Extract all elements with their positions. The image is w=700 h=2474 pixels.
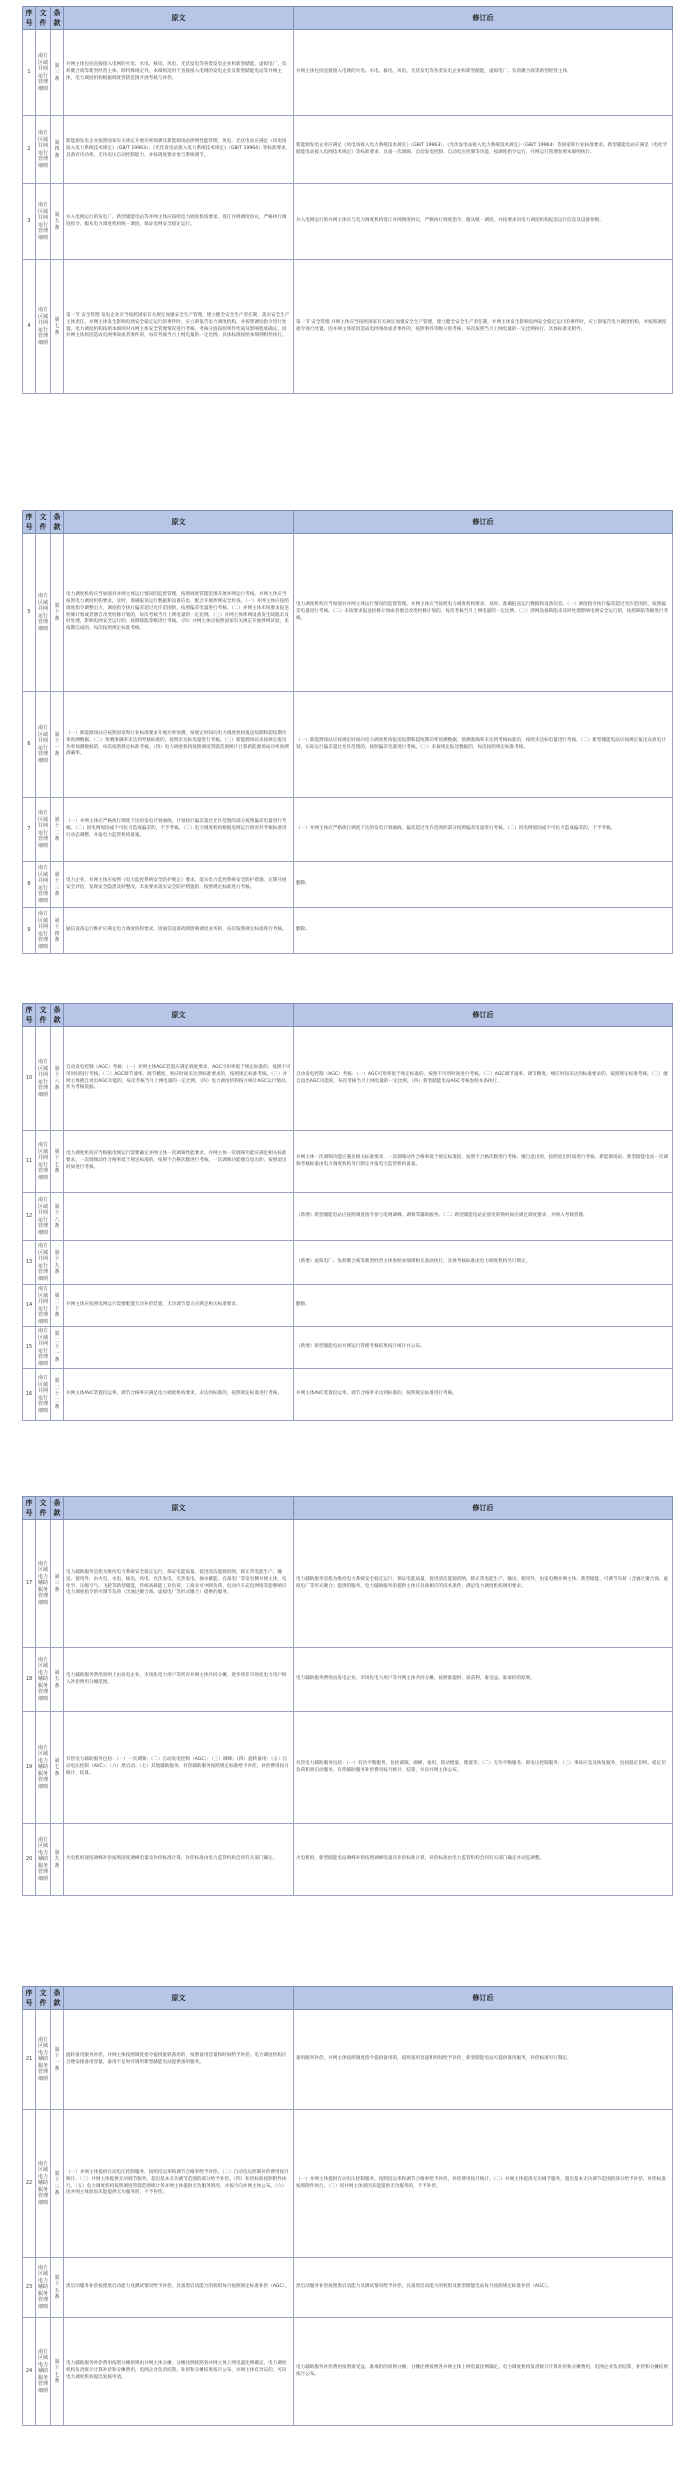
header-article: 条款 bbox=[51, 7, 64, 30]
cell-file: 南方区域并网运行管理细则 bbox=[36, 1241, 51, 1285]
cell-original: 第一节 安全管理 发电企业应当按照国家有关规定加强安全生产管理，建立健全安全生产责任制，落实安全生产主体责任。并网主体发生影响电网安全稳定运行的事件时，应立即报告电力调度机构，并按照调度指令进行处置。电力调度机构按照本细则对并网主体安全管理情况进行考核，考核分值按照事件性质及影响程度确定。因并网主体原因造成电网事故或者事件的，每次考核当月上网电量的一定比例，具体标准按照本细则附件执行。 bbox=[64, 260, 294, 394]
table-row bbox=[23, 1027, 673, 1131]
cell-original: 并网主体AVC装置投运率、调节合格率应满足电力调度机构要求，未达到标准的，按照规定标准进行考核。 bbox=[64, 1369, 294, 1421]
cell-original: （一）新能源场站应按照国家和行业标准要求开展功率预测，按规定时间向电力调度机构报送短期和超短期功率预测数据。（二）预测准确率未达到考核标准的，按照未达标电量进行考核。（三）新能源场站未按规定报送功率预测数据的，每次按照规定标准考核。（四）电力调度机构按照调度管辖范围统计计算新能源场站功率预测准确率。 bbox=[64, 692, 294, 798]
table-header-row bbox=[23, 511, 673, 534]
cell-original: 电力辅助服务是指为维持电力系统安全稳定运行，保证电能质量，促进清洁能源消纳，除正常电能生产、输送、使用外，由火电、水电、核电、风电、光伏发电、光热发电、抽水蓄能、自备电厂等发电侧并网主体，电化学、压缩空气、飞轮等新型储能，传统高载能工业负荷、工商业可中断负荷、电动汽车充电网络等能够响应电力调度指令的可调节负荷（含通过聚合商、虚拟电厂等形式聚合）提供的服务。 bbox=[64, 1520, 294, 1648]
revision-table bbox=[22, 6, 673, 394]
cell-seq: 20 bbox=[23, 1824, 36, 1896]
cell-revised: 新能源发电企业应满足《风电场接入电力系统技术规定》（GB/T 19963）、《光伏发电站接入电力系统技术规定》（GB/T 19964）等国家和行业标准要求。新型储能电站应满足《电化学储能电站接入电网技术规定》等标准要求，具备一次调频、自动发电控制、自动电压控制等功能，按调度指令运行，并网运行管理参照本细则执行。 bbox=[294, 116, 673, 184]
cell-original: 有偿电力辅助服务包括：（一）一次调频；（二）自动发电控制（AGC）；（三）调峰；（四）旋转备用；（五）自动电压控制（AVC）；（六）黑启动；（七）其他辅助服务。有偿辅助服务按照规定标准给予补偿，补偿费用按月统计、结算。 bbox=[64, 1712, 294, 1824]
cell-seq: 1 bbox=[23, 30, 36, 116]
cell-seq: 10 bbox=[23, 1027, 36, 1131]
revision-table bbox=[22, 1986, 673, 2426]
cell-seq: 7 bbox=[23, 798, 36, 862]
cell-article: 第十三条 bbox=[51, 862, 64, 908]
cell-article: 第三条 bbox=[51, 1520, 64, 1648]
document-page-2 bbox=[22, 510, 672, 954]
cell-seq: 17 bbox=[23, 1520, 36, 1648]
header-file: 文件 bbox=[36, 511, 51, 534]
table-row bbox=[23, 1648, 673, 1712]
header-file: 文件 bbox=[36, 1004, 51, 1027]
cell-seq: 23 bbox=[23, 2258, 36, 2318]
cell-original: 电力企业、并网主体应按照《电力监控系统安全防护规定》要求，落实电力监控系统安全防护措施，定期开展安全评估，发现安全隐患及时整改。未按要求落实安全防护措施的，按照规定标准进行考核。 bbox=[64, 862, 294, 908]
cell-revised: 备用服务补偿。并网主体按照调度指令提供备用的，按照备用容量和时间给予补偿，新型储能电站可提供备用服务，补偿标准另行制定。 bbox=[294, 2010, 673, 2110]
header-original: 原文 bbox=[64, 511, 294, 534]
cell-article: 第十七条 bbox=[51, 1131, 64, 1193]
table-row bbox=[23, 2110, 673, 2258]
table-header-row bbox=[23, 1004, 673, 1027]
cell-article: 第十六条 bbox=[51, 1027, 64, 1131]
cell-seq: 9 bbox=[23, 908, 36, 954]
revision-table bbox=[22, 1496, 673, 1896]
cell-article: 第十五条 bbox=[51, 2258, 64, 2318]
table-row bbox=[23, 184, 673, 260]
table-row bbox=[23, 1824, 673, 1896]
table-row bbox=[23, 692, 673, 798]
header-seq: 序号 bbox=[23, 1987, 36, 2010]
cell-file: 南方区域并网运行管理细则 bbox=[36, 30, 51, 116]
cell-article: 第二十二条 bbox=[51, 1369, 64, 1421]
table-row bbox=[23, 116, 673, 184]
table-row bbox=[23, 1712, 673, 1824]
cell-article: 第九条 bbox=[51, 1824, 64, 1896]
cell-article: 第二十一条 bbox=[51, 1327, 64, 1369]
cell-file: 南方区域电力辅助服务管理细则 bbox=[36, 1520, 51, 1648]
cell-article: 第七条 bbox=[51, 260, 64, 394]
cell-file: 南方区域并网运行管理细则 bbox=[36, 1369, 51, 1421]
cell-revised: 电力辅助服务费用由发电企业、市场化电力用户等并网主体共同分摊，按照谁提供、谁获利，谁受益、谁承担的原则。 bbox=[294, 1648, 673, 1712]
cell-original: 新能源发电企业按照国家有关规定开展功率预测及新能源场站涉网性能管理，风电、光伏电站应满足《风电场接入电力系统技术规定》（GB/T 19963）、《光伏发电站接入电力系统技术规定》（GB/T 19964）等标准要求，具备有功功率、无功电压自动控制能力，并按调度要求参与系统调节。 bbox=[64, 116, 294, 184]
document-page-5 bbox=[22, 1986, 672, 2426]
cell-article: 第十二条 bbox=[51, 798, 64, 862]
cell-file: 南方区域电力辅助服务管理细则 bbox=[36, 1648, 51, 1712]
cell-revised: （新增）虚拟电厂、负荷聚合商等新型经营主体参照本细则相关条款执行，具体考核标准由电力调度机构另行制定。 bbox=[294, 1241, 673, 1285]
cell-revised: 删除。 bbox=[294, 862, 673, 908]
cell-revised: 并网主体一次调频功能应满足相关标准要求，一次调频动作合格率低于规定标准的，按照不合格次数进行考核；擅自退出的，按照退出时间进行考核。新能源场站、新型储能电站一次调频考核标准由电力调度机构另行制定并报电力监管机构备案。 bbox=[294, 1131, 673, 1193]
cell-revised: （一）新能源场站应按规定时间向电力调度机构报送短期和超短期功率预测数据，预测准确率未达到考核标准的，按照未达标电量进行考核。（二）新型储能电站应按规定报送充放电计划，实际运行偏差超过允许范围的，按照偏差电量进行考核。（三）未按规定报送数据的，每次按照规定标准考核。 bbox=[294, 692, 673, 798]
cell-original: 黑启动服务补偿按照黑启动能力及测试情况给予补偿，具备黑启动能力的机组每月按照规定标准补偿（AGC）。 bbox=[64, 2258, 294, 2318]
cell-seq: 21 bbox=[23, 2010, 36, 2110]
cell-file: 南方区域并网运行管理细则 bbox=[36, 1131, 51, 1193]
cell-article: 第十四条 bbox=[51, 908, 64, 954]
cell-file: 南方区域并网运行管理细则 bbox=[36, 534, 51, 692]
cell-seq: 5 bbox=[23, 534, 36, 692]
header-original: 原文 bbox=[64, 1004, 294, 1027]
table-row bbox=[23, 2318, 673, 2426]
cell-article: 第七条 bbox=[51, 1712, 64, 1824]
table-row bbox=[23, 908, 673, 954]
cell-file: 南方区域并网运行管理细则 bbox=[36, 1027, 51, 1131]
cell-seq: 4 bbox=[23, 260, 36, 394]
cell-article: 第十条 bbox=[51, 534, 64, 692]
cell-article: 第十八条 bbox=[51, 1193, 64, 1241]
cell-file: 南方区域电力辅助服务管理细则 bbox=[36, 1712, 51, 1824]
header-revised: 修订后 bbox=[294, 1497, 673, 1520]
header-revised: 修订后 bbox=[294, 7, 673, 30]
cell-revised: 删除。 bbox=[294, 1285, 673, 1327]
cell-article: 第四条 bbox=[51, 116, 64, 184]
cell-revised: 黑启动服务补偿按照黑启动能力及测试情况给予补偿，具备黑启动能力的机组及新型储能电站每月按照规定标准补偿（AGC）。 bbox=[294, 2258, 673, 2318]
header-seq: 序号 bbox=[23, 7, 36, 30]
cell-article: 第五条 bbox=[51, 184, 64, 260]
cell-article: 第十一条 bbox=[51, 692, 64, 798]
table-row bbox=[23, 30, 673, 116]
cell-revised: 删除。 bbox=[294, 908, 673, 954]
cell-file: 南方区域并网运行管理细则 bbox=[36, 798, 51, 862]
revision-table bbox=[22, 1003, 673, 1421]
cell-file: 南方区域电力辅助服务管理细则 bbox=[36, 2258, 51, 2318]
header-article: 条款 bbox=[51, 511, 64, 534]
table-header-row bbox=[23, 1987, 673, 2010]
cell-file: 南方区域并网运行管理细则 bbox=[36, 260, 51, 394]
table-row bbox=[23, 534, 673, 692]
cell-file: 南方区域并网运行管理细则 bbox=[36, 184, 51, 260]
table-row bbox=[23, 1369, 673, 1421]
cell-original: 通信设备运行维护应满足电力调度机构要求，因通信设备故障影响调度业务的，每次按照规定标准进行考核。 bbox=[64, 908, 294, 954]
cell-article: 第二十条 bbox=[51, 1285, 64, 1327]
cell-original: 并入电网运行的发电厂、新型储能电站等并网主体应按照电力调度机构要求，签订并网调度协议，严格执行调度指令，服从电力调度机构统一调度，保证电网安全稳定运行。 bbox=[64, 184, 294, 260]
cell-revised: （一）并网主体提供自动电压控制服务，按照投运率和调节合格率给予补偿，补偿费用按月统计。（二）并网主体提供无功调节服务，超出基本无功调节范围的部分给予补偿，补偿标准按照附件执行。（三）因并网主体原因未能提供无功服务的，不予补偿。 bbox=[294, 2110, 673, 2258]
cell-original: 电力辅助服务费用原则上由发电企业、市场化电力用户等所有并网主体共同分摊，逐步将非市场化电力用户纳入补偿费用分摊范围。 bbox=[64, 1648, 294, 1712]
cell-file: 南方区域电力辅助服务管理细则 bbox=[36, 2010, 51, 2110]
table-row bbox=[23, 2010, 673, 2110]
cell-file: 南方区域电力辅助服务管理细则 bbox=[36, 2110, 51, 2258]
document-page-3 bbox=[22, 1003, 672, 1421]
cell-file: 南方区域并网运行管理细则 bbox=[36, 116, 51, 184]
cell-revised: （新增）新型储能电站应按照调度指令参与电网调峰、调频等辅助服务。（二）新型储能电站充放电转换时间应满足调度要求，并纳入考核管理。 bbox=[294, 1193, 673, 1241]
cell-revised: 电力调度机构应当加强对并网主体运行情况的监督管理。并网主体应当按照电力调度机构要求，及时、准确报送运行数据和设备信息。（一）调度指令执行偏差超过允许范围的，按照偏差电量进行考核。（二）未按要求报送检修计划或者擅自改变检修计划的，每次考核当月上网电量的一定比例。（三）涉网设备缺陷未及时处理影响电网安全运行的，按照缺陷等级进行考核。 bbox=[294, 534, 673, 692]
cell-revised: 有偿电力辅助服务包括：（一）有功平衡服务，包括调频、调峰、备用、转动惯量、爬坡等；（二）无功平衡服务，即电压控制服务；（三）事故应急及恢复服务，包括稳定切机、稳定切负荷和黑启动服务。有偿辅助服务补偿费用按月统计、结算，并向并网主体公布。 bbox=[294, 1712, 673, 1824]
table-header-row bbox=[23, 7, 673, 30]
table-row bbox=[23, 1327, 673, 1369]
header-original: 原文 bbox=[64, 1497, 294, 1520]
cell-revised: 自动发电控制（AGC）考核：（一）AGC可用率低于规定标准的，按照不可用时间进行考核。（二）AGC调节速率、调节精度、响应时间未达到标准要求的，按照规定标准考核。（三）擅自退出AGC功能的，每次考核当月上网电量的一定比例。（四）新型储能电站AGC考核参照本条执行。 bbox=[294, 1027, 673, 1131]
cell-article: 第三条 bbox=[51, 30, 64, 116]
cell-file: 南方区域并网运行管理细则 bbox=[36, 862, 51, 908]
cell-revised: 并入电网运行的并网主体应与电力调度机构签订并网调度协议，严格执行调度指令，服从统一调度，并按要求向电力调度机构报送运行信息及设备参数。 bbox=[294, 184, 673, 260]
cell-seq: 13 bbox=[23, 1241, 36, 1285]
cell-seq: 3 bbox=[23, 184, 36, 260]
table-row bbox=[23, 798, 673, 862]
cell-original bbox=[64, 1193, 294, 1241]
revision-table bbox=[22, 510, 673, 954]
cell-revised: 电力辅助服务是指为维持电力系统安全稳定运行，保证电能质量，促进清洁能源消纳，除正常电能生产、输送、使用外，由发电侧并网主体、新型储能、可调节负荷（含通过聚合商、虚拟电厂等形式聚合）提供的服务。电力辅助服务的提供主体应具备相应的技术条件，满足电力调度机构调用要求。 bbox=[294, 1520, 673, 1648]
cell-file: 南方区域并网运行管理细则 bbox=[36, 908, 51, 954]
cell-original: （一）并网主体提供自动电压控制服务，按照投运率和调节合格率给予补偿。（二）自动电压控制补偿费用按月统计。（三）并网主体提供无功调节服务，超出基本无功调节范围的部分给予补偿。（四）补偿标准按照附件执行。（五）电力调度机构按照调度管辖范围统计各并网主体提供无功服务情况，并按月向并网主体公布。（六）因并网主体原因未能提供无功服务的，不予补偿。 bbox=[64, 2110, 294, 2258]
cell-original: 自动发电控制（AGC）考核：（一）并网主体AGC装置应满足调度要求，AGC可用率低于规定标准的，按照不可用时间进行考核。（二）AGC调节速率、调节精度、响应时间未达到标准要求的，按照规定标准考核。（三）并网主体擅自退出AGC功能的，每次考核当月上网电量的一定比例。（四）电力调度机构按月统计AGC运行情况，作为考核依据。 bbox=[64, 1027, 294, 1131]
cell-original: 旋转备用服务补偿。并网主体按照调度指令提供旋转备用的，按照备用容量和时间给予补偿。电力调度机构应合理安排备用容量，备用不足时可调用新型储能电站提供备用服务。 bbox=[64, 2010, 294, 2110]
table-row bbox=[23, 260, 673, 394]
header-seq: 序号 bbox=[23, 1004, 36, 1027]
header-seq: 序号 bbox=[23, 511, 36, 534]
table-row bbox=[23, 862, 673, 908]
header-article: 条款 bbox=[51, 1987, 64, 2010]
cell-article: 第十七条 bbox=[51, 2318, 64, 2426]
cell-seq: 24 bbox=[23, 2318, 36, 2426]
cell-file: 南方区域并网运行管理细则 bbox=[36, 1285, 51, 1327]
cell-seq: 6 bbox=[23, 692, 36, 798]
document-page-1 bbox=[22, 6, 672, 394]
cell-seq: 18 bbox=[23, 1648, 36, 1712]
table-header-row bbox=[23, 1497, 673, 1520]
cell-revised: （一）并网主体应严格执行调度下达的发电计划曲线，偏差超过允许范围的部分按照偏差电量进行考核。（二）因电网原因或不可抗力造成偏差的，不予考核。 bbox=[294, 798, 673, 862]
cell-article: 第十三条 bbox=[51, 2110, 64, 2258]
header-original: 原文 bbox=[64, 7, 294, 30]
cell-file: 南方区域并网运行管理细则 bbox=[36, 1327, 51, 1369]
cell-original: 并网主体包括直接接入电网的火电、水电、核电、风电、光伏发电等各类发电企业和新型储能、虚拟电厂、负荷聚合商等新型经营主体。除特殊规定外，本细则适用于直接接入电网的发电企业及新型储能电站等并网主体，电力调度机构根据调度管辖范围开展考核与补偿。 bbox=[64, 30, 294, 116]
cell-file: 南方区域并网运行管理细则 bbox=[36, 692, 51, 798]
table-row bbox=[23, 1241, 673, 1285]
header-revised: 修订后 bbox=[294, 1004, 673, 1027]
cell-original bbox=[64, 1327, 294, 1369]
header-article: 条款 bbox=[51, 1497, 64, 1520]
cell-original: 电力辅助服务补偿费用按照分摊原则由并网主体分摊，分摊比例按照各并网主体上网电量比例确定。电力调度机构负责统计计算补偿和分摊费用，电网企业负责结算。补偿和分摊结果按月公布，并网主体有异议的，可向电力调度机构提出复核申请。 bbox=[64, 2318, 294, 2426]
header-revised: 修订后 bbox=[294, 1987, 673, 2010]
header-revised: 修订后 bbox=[294, 511, 673, 534]
cell-revised: 电力辅助服务补偿费用按照谁受益、谁承担的原则分摊，分摊比例按照各并网主体上网电量比例确定。电力调度机构负责统计计算补偿和分摊费用，电网企业负责结算，补偿和分摊结果按月公布。 bbox=[294, 2318, 673, 2426]
table-row bbox=[23, 1193, 673, 1241]
cell-original: （一）并网主体应严格执行调度下达的发电计划曲线，计划执行偏差超过允许范围的部分按照偏差电量进行考核。（二）因电网原因或不可抗力造成偏差的，不予考核。（三）电力调度机构根据电网运行情况对考核标准进行动态调整，并报电力监管机构备案。 bbox=[64, 798, 294, 862]
cell-seq: 15 bbox=[23, 1327, 36, 1369]
document-page-4 bbox=[22, 1496, 672, 1896]
table-row bbox=[23, 2258, 673, 2318]
cell-original bbox=[64, 1241, 294, 1285]
cell-file: 南方区域电力辅助服务管理细则 bbox=[36, 2318, 51, 2426]
cell-article: 第五条 bbox=[51, 1648, 64, 1712]
header-file: 文件 bbox=[36, 1497, 51, 1520]
cell-original: 并网主体应按照电网运行需要配置无功补偿装置，无功调节能力应满足相关标准要求。 bbox=[64, 1285, 294, 1327]
cell-revised: 第一节 安全管理 并网主体应当按照国家有关规定加强安全生产管理，建立健全安全生产责任制。并网主体发生影响电网安全稳定运行的事件时，应立即报告电力调度机构，并按照调度指令进行处置。因并网主体原因造成电网事故或者事件的，按照事件等级分别考核，每次按照当月上网电量的一定比例执行，具体标准见附件。 bbox=[294, 260, 673, 394]
cell-article: 第十九条 bbox=[51, 1241, 64, 1285]
cell-revised: 并网主体AVC装置投运率、调节合格率未达到标准的，按照规定标准进行考核。 bbox=[294, 1369, 673, 1421]
table-row bbox=[23, 1285, 673, 1327]
cell-file: 南方区域电力辅助服务管理细则 bbox=[36, 1824, 51, 1896]
cell-seq: 22 bbox=[23, 2110, 36, 2258]
cell-seq: 8 bbox=[23, 862, 36, 908]
cell-seq: 12 bbox=[23, 1193, 36, 1241]
cell-original: 火电机组深度调峰补偿按照深度调峰电量及补偿标准计算，补偿标准由电力监管机构会同有关部门确定。 bbox=[64, 1824, 294, 1896]
cell-seq: 19 bbox=[23, 1712, 36, 1824]
cell-revised: 并网主体包括直接接入电网的火电、水电、核电、风电、光伏发电等各类发电企业和新型储能、虚拟电厂、负荷聚合商等新型经营主体。 bbox=[294, 30, 673, 116]
header-original: 原文 bbox=[64, 1987, 294, 2010]
cell-seq: 2 bbox=[23, 116, 36, 184]
header-file: 文件 bbox=[36, 7, 51, 30]
header-article: 条款 bbox=[51, 1004, 64, 1027]
cell-revised: 火电机组、新型储能电站调峰补偿按照调峰电量及补偿标准计算，补偿标准由电力监管机构会同有关部门确定并动态调整。 bbox=[294, 1824, 673, 1896]
cell-file: 南方区域并网运行管理细则 bbox=[36, 1193, 51, 1241]
cell-seq: 16 bbox=[23, 1369, 36, 1421]
header-file: 文件 bbox=[36, 1987, 51, 2010]
table-row bbox=[23, 1520, 673, 1648]
cell-seq: 11 bbox=[23, 1131, 36, 1193]
cell-seq: 14 bbox=[23, 1285, 36, 1327]
header-seq: 序号 bbox=[23, 1497, 36, 1520]
table-row bbox=[23, 1131, 673, 1193]
cell-original: 电力调度机构应当加强对并网主体运行情况的监督管理，按照调度管辖范围开展并网运行考核。并网主体应当按照电力调度机构要求，及时、准确报送运行数据和设备信息，配合开展涉网安全检查。（一）并网主体应按照调度指令调整出力，调度指令执行偏差超过允许范围的，按照偏差电量进行考核。（二）并网主体未按要求报送检修计划或者擅自改变检修计划的，每次考核当月上网电量的一定比例。（三）并网主体涉网设备发生缺陷未及时处理，影响电网安全运行的，按照缺陷等级进行考核。（四）并网主体应按照国家有关规定开展涉网试验，未按期完成的，每次按照规定标准考核。 bbox=[64, 534, 294, 692]
cell-revised: （新增）新型储能电站并网运行管理考核结果按月统计并公布。 bbox=[294, 1327, 673, 1369]
cell-article: 第十一条 bbox=[51, 2010, 64, 2110]
cell-original: 电力调度机构应当根据电网运行需要确定并网主体一次调频性能要求。并网主体一次调频功能应满足相关标准要求，一次调频动作合格率低于规定标准的，按照不合格次数进行考核。一次调频功能擅自退出的，按照退出时间进行考核。 bbox=[64, 1131, 294, 1193]
